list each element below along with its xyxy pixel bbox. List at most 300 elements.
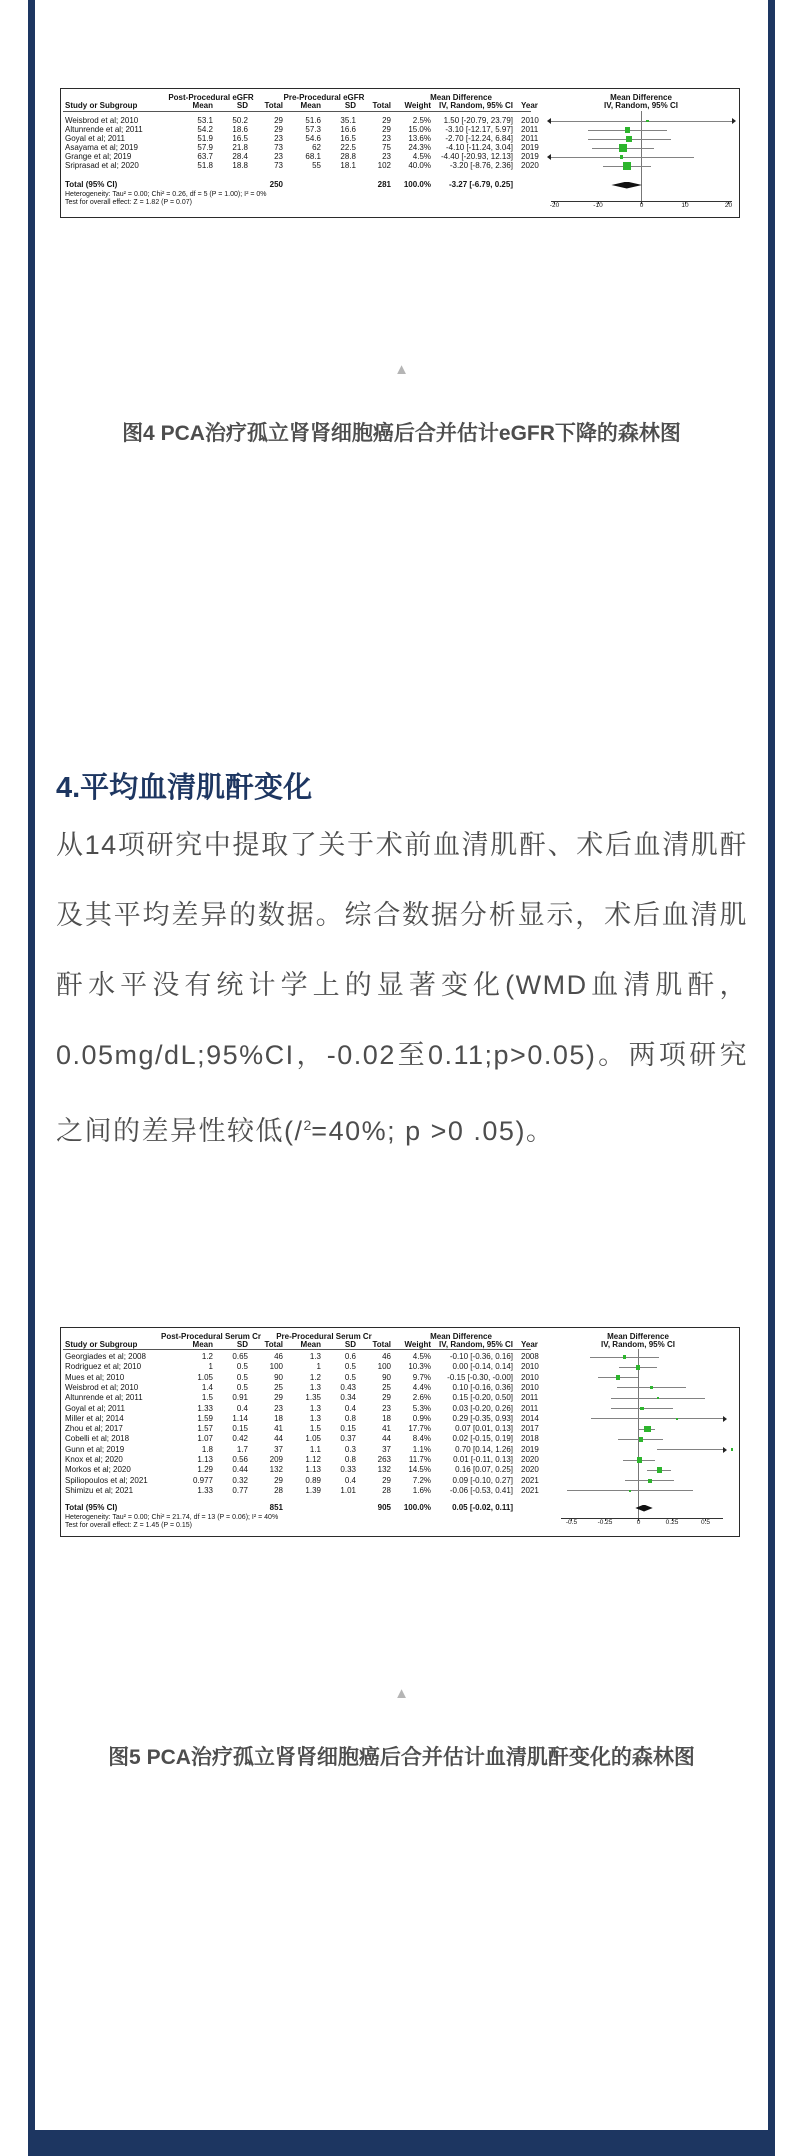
forest-cell: 132 xyxy=(269,1465,283,1475)
forest-cell: 1.01 xyxy=(340,1485,356,1495)
forest-cell: 29 xyxy=(274,1475,283,1485)
forest-cell: 4.4% xyxy=(412,1382,431,1392)
forest-cell: 0.8 xyxy=(344,1413,356,1423)
forest-cell: Mean xyxy=(192,101,213,110)
forest-cell: 1.3 xyxy=(309,1382,321,1392)
forest-cell: 29 xyxy=(382,125,391,134)
forest-cell: 62 xyxy=(312,143,321,152)
effect-marker xyxy=(657,1467,663,1473)
forest-cell: 41 xyxy=(274,1424,283,1434)
forest-cell: 0.9% xyxy=(412,1413,431,1423)
forest-cell: Morkos et al; 2020 xyxy=(65,1465,131,1475)
forest-cell: 7.2% xyxy=(412,1475,431,1485)
forest-cell: Test for overall effect: Z = 1.45 (P = 0.15) xyxy=(65,1522,192,1529)
forest-cell: Knox et al; 2020 xyxy=(65,1455,123,1464)
forest-cell: 0.4 xyxy=(236,1403,248,1413)
forest-cell: 41 xyxy=(382,1424,391,1434)
forest-cell: 4.5% xyxy=(412,1352,431,1361)
effect-marker xyxy=(616,1375,621,1380)
forest-cell: 1.1 xyxy=(309,1444,321,1454)
forest-header: Mean Difference xyxy=(610,93,672,102)
paragraph-serum-creatinine xyxy=(56,810,748,1166)
forest-cell: 11.7% xyxy=(408,1455,431,1464)
forest-header: IV, Random, 95% CI xyxy=(604,101,678,110)
ci-arrow-left xyxy=(547,154,551,160)
effect-marker xyxy=(639,1437,643,1441)
forest-cell: 1.29 xyxy=(197,1465,213,1475)
forest-cell: 0.5 xyxy=(344,1362,356,1372)
forest-cell: 73 xyxy=(274,161,283,170)
ci-arrow-right xyxy=(723,1447,727,1453)
forest-cell: 281 xyxy=(377,180,391,189)
figure4-caption: 图4 PCA治疗孤立肾肾细胞癌后合并估计eGFR下降的森林图 xyxy=(122,422,681,445)
forest-cell: 2008 xyxy=(521,1352,539,1361)
forest-cell: 2010 xyxy=(521,1382,539,1392)
forest-cell: 1.5 xyxy=(309,1424,321,1434)
forest-cell: 2014 xyxy=(521,1413,539,1423)
forest-cell: 100 xyxy=(269,1362,283,1372)
forest-cell: 905 xyxy=(377,1503,391,1512)
forest-cell: 0.56 xyxy=(232,1455,248,1464)
forest-cell: 0.91 xyxy=(232,1393,248,1403)
forest-cell: Total xyxy=(264,101,283,110)
forest-cell: 250 xyxy=(269,180,283,189)
forest-cell: Altunrende et al; 2011 xyxy=(65,1393,143,1403)
forest-cell: -0.10 [-0.36, 0.16] xyxy=(449,1352,513,1361)
forest-cell: Sriprasad et al; 2020 xyxy=(65,161,139,170)
forest-cell: Georgiades et al; 2008 xyxy=(65,1352,146,1361)
forest-cell: Total xyxy=(264,1340,283,1349)
forest-cell: 1.5 xyxy=(201,1393,213,1403)
forest-header: 0 xyxy=(636,1519,641,1526)
forest-cell: 0.5 xyxy=(236,1382,248,1392)
forest-header: Pre-Procedural Serum Cr xyxy=(276,1332,372,1341)
forest-cell: 90 xyxy=(274,1372,283,1382)
forest-header: -20 xyxy=(549,202,560,209)
forest-cell: 29 xyxy=(382,1393,391,1403)
forest-cell: 22.5 xyxy=(340,143,356,152)
forest-cell: 0.5 xyxy=(236,1372,248,1382)
forest-cell: 25 xyxy=(274,1382,283,1392)
forest-cell: 0.6 xyxy=(344,1352,356,1361)
forest-cell: -2.70 [-12.24, 6.84] xyxy=(445,134,513,143)
forest-cell: SD xyxy=(344,1340,356,1349)
forest-cell: 1.39 xyxy=(305,1485,321,1495)
forest-cell: Total xyxy=(372,1340,391,1349)
forest-header: IV, Random, 95% CI xyxy=(601,1340,675,1349)
forest-cell: 5.3% xyxy=(412,1403,431,1413)
forest-plot-egfr xyxy=(60,88,740,218)
forest-cell: 50.2 xyxy=(232,116,248,125)
forest-cell: 0.3 xyxy=(344,1444,356,1454)
forest-cell: Gunn et al; 2019 xyxy=(65,1444,125,1454)
forest-cell: 2010 xyxy=(521,1362,539,1372)
forest-cell: Mues et al; 2010 xyxy=(65,1372,125,1382)
forest-cell: 2020 xyxy=(521,161,539,170)
forest-cell: IV, Random, 95% CI xyxy=(439,1340,513,1349)
forest-cell: 63.7 xyxy=(197,152,213,161)
header-rule xyxy=(63,111,531,112)
forest-cell: 2019 xyxy=(521,1444,539,1454)
forest-cell: 0.77 xyxy=(232,1485,248,1495)
effect-marker xyxy=(650,1386,653,1389)
forest-cell: Shimizu et al; 2021 xyxy=(65,1485,134,1495)
forest-cell: 18.8 xyxy=(232,161,248,170)
header-rule xyxy=(63,1349,531,1350)
forest-cell: 0.03 [-0.20, 0.26] xyxy=(452,1403,513,1413)
paragraph-text-end: =40%; p >0 .05)。 xyxy=(311,1116,555,1146)
forest-cell: 29 xyxy=(274,125,283,134)
forest-cell: Goyal et al; 2011 xyxy=(65,134,125,143)
forest-cell: 1 xyxy=(316,1362,321,1372)
forest-cell: 23 xyxy=(382,152,391,161)
forest-cell: 1.3 xyxy=(309,1403,321,1413)
forest-cell: 2011 xyxy=(521,134,539,143)
forest-cell: 23 xyxy=(274,134,283,143)
forest-cell: 46 xyxy=(274,1352,283,1361)
forest-cell: 2021 xyxy=(521,1485,539,1495)
forest-cell: Weight xyxy=(404,101,431,110)
forest-cell: 2.5% xyxy=(412,116,431,125)
ci-arrow-right xyxy=(723,1416,727,1422)
forest-cell: 0.05 [-0.02, 0.11] xyxy=(452,1503,513,1512)
forest-cell: -0.15 [-0.30, -0.00] xyxy=(447,1372,513,1382)
forest-cell: 0.33 xyxy=(340,1465,356,1475)
forest-cell: 53.1 xyxy=(197,116,213,125)
forest-cell: 851 xyxy=(269,1503,283,1512)
page-border-left xyxy=(28,0,35,2156)
forest-cell: 0.5 xyxy=(236,1362,248,1372)
forest-cell: 37 xyxy=(382,1444,391,1454)
forest-cell: Grange et al; 2019 xyxy=(65,152,132,161)
forest-cell: SD xyxy=(236,1340,248,1349)
forest-cell: Total (95% CI) xyxy=(65,180,118,189)
forest-cell: Mean xyxy=(300,101,321,110)
forest-cell: Weight xyxy=(404,1340,431,1349)
forest-cell: 23 xyxy=(274,152,283,161)
forest-cell: SD xyxy=(344,101,356,110)
effect-marker xyxy=(623,1355,626,1358)
forest-cell: 10.3% xyxy=(408,1362,431,1372)
forest-cell: 23 xyxy=(382,134,391,143)
effect-marker xyxy=(644,1426,650,1432)
forest-header: Pre-Procedural eGFR xyxy=(283,93,365,102)
forest-cell: 16.5 xyxy=(232,134,248,143)
forest-cell: 1.05 xyxy=(305,1434,321,1444)
forest-cell: 21.8 xyxy=(232,143,248,152)
forest-cell: 14.5% xyxy=(408,1465,431,1475)
forest-plot-serum-cr xyxy=(60,1327,740,1537)
effect-marker xyxy=(629,1490,632,1493)
forest-cell: 2021 xyxy=(521,1475,539,1485)
forest-cell: 2018 xyxy=(521,1434,539,1444)
forest-cell: 28.8 xyxy=(340,152,356,161)
effect-marker xyxy=(648,1479,652,1483)
forest-cell: 2019 xyxy=(521,152,539,161)
effect-marker xyxy=(646,120,649,123)
forest-cell: 1.33 xyxy=(197,1485,213,1495)
forest-cell: 100.0% xyxy=(403,180,431,189)
forest-cell: 2011 xyxy=(521,1403,539,1413)
effect-marker xyxy=(676,1418,679,1421)
forest-cell: 1.7 xyxy=(236,1444,248,1454)
forest-cell: -3.20 [-8.76, 2.36] xyxy=(449,161,513,170)
forest-cell: Mean xyxy=(192,1340,213,1349)
forest-cell: 0.29 [-0.35, 0.93] xyxy=(452,1413,513,1423)
forest-cell: 209 xyxy=(269,1455,283,1464)
forest-cell: Year xyxy=(521,1340,538,1349)
forest-cell: 75 xyxy=(382,143,391,152)
forest-cell: 1.57 xyxy=(197,1424,213,1434)
forest-cell: Total xyxy=(372,101,391,110)
forest-cell: 1.59 xyxy=(197,1413,213,1423)
forest-cell: 51.8 xyxy=(197,161,213,170)
forest-cell: 0.00 [-0.14, 0.14] xyxy=(452,1362,513,1372)
forest-cell: 18 xyxy=(274,1413,283,1423)
forest-header: Mean Difference xyxy=(607,1332,669,1341)
forest-cell: 263 xyxy=(377,1455,391,1464)
forest-cell: 29 xyxy=(382,1475,391,1485)
forest-cell: 25 xyxy=(382,1382,391,1392)
zero-line xyxy=(638,1349,639,1518)
forest-cell: Study or Subgroup xyxy=(65,101,138,110)
forest-cell: Spiliopoulos et al; 2021 xyxy=(65,1475,148,1485)
forest-cell: 0.5 xyxy=(344,1372,356,1382)
forest-cell: 16.5 xyxy=(340,134,356,143)
forest-cell: 1.2 xyxy=(201,1352,213,1361)
ci-arrow-right xyxy=(732,118,736,124)
forest-cell: 1.4 xyxy=(201,1382,213,1392)
forest-cell: 29 xyxy=(382,116,391,125)
forest-cell: 40.0% xyxy=(408,161,431,170)
forest-cell: 0.4 xyxy=(344,1475,356,1485)
forest-cell: 0.89 xyxy=(305,1475,321,1485)
forest-cell: 2011 xyxy=(521,125,539,134)
forest-cell: 57.9 xyxy=(197,143,213,152)
forest-cell: 0.977 xyxy=(192,1475,213,1485)
forest-cell: 0.34 xyxy=(340,1393,356,1403)
forest-header: Post-Procedural eGFR xyxy=(168,93,254,102)
forest-cell: 2010 xyxy=(521,116,539,125)
forest-cell: 2020 xyxy=(521,1465,539,1475)
collapse-arrow-icon[interactable]: ▲ xyxy=(394,1685,409,1702)
forest-cell: 23 xyxy=(382,1403,391,1413)
paragraph-text: 从14项研究中提取了关于术前血清肌酐、术后血清肌酐及其平均差异的数据。综合数据分析显示，术后血清肌酐水平没有统计学上的显著变化(WMD血清肌酐，0.05mg/dL;95%CI，-0.02至0.11;p>0.05)。两项研究之间的差异性较低(/ xyxy=(56,830,748,1146)
forest-cell: SD xyxy=(236,101,248,110)
forest-cell: 0.32 xyxy=(232,1475,248,1485)
forest-cell: 8.4% xyxy=(412,1434,431,1444)
forest-cell: 73 xyxy=(274,143,283,152)
forest-header: Mean Difference xyxy=(430,93,492,102)
forest-header: 0.5 xyxy=(700,1519,711,1526)
forest-cell: 28 xyxy=(274,1485,283,1495)
forest-header: 0 xyxy=(639,202,644,209)
forest-cell: 54.2 xyxy=(197,125,213,134)
ci-line xyxy=(591,1418,723,1419)
forest-cell: 15.0% xyxy=(408,125,431,134)
forest-cell: 29 xyxy=(274,116,283,125)
forest-cell: 1.13 xyxy=(197,1455,213,1464)
forest-cell: 29 xyxy=(274,1393,283,1403)
forest-cell: Asayama et al; 2019 xyxy=(65,143,138,152)
effect-marker xyxy=(626,136,632,142)
forest-cell: Heterogeneity: Tau² = 0.00; Chi² = 21.74, df = 13 (P = 0.06); I² = 40% xyxy=(65,1514,279,1521)
forest-cell: -4.10 [-11.24, 3.04] xyxy=(445,143,513,152)
effect-marker xyxy=(637,1457,642,1462)
collapse-arrow-icon[interactable]: ▲ xyxy=(394,361,409,378)
forest-cell: 0.10 [-0.16, 0.36] xyxy=(452,1382,513,1392)
forest-cell: Study or Subgroup xyxy=(65,1340,138,1349)
ci-line xyxy=(551,121,732,122)
effect-marker xyxy=(731,1448,734,1451)
forest-cell: 0.44 xyxy=(232,1465,248,1475)
effect-marker xyxy=(640,1407,643,1410)
forest-cell: 1.3 xyxy=(309,1352,321,1361)
forest-cell: -0.06 [-0.53, 0.41] xyxy=(449,1485,513,1495)
forest-cell: 28 xyxy=(382,1485,391,1495)
forest-cell: 0.09 [-0.10, 0.27] xyxy=(452,1475,513,1485)
forest-cell: -3.10 [-12.17, 5.97] xyxy=(445,125,513,134)
forest-cell: 1.14 xyxy=(232,1413,248,1423)
forest-cell: 0.15 xyxy=(232,1424,248,1434)
superscript-2: 2 xyxy=(303,1117,312,1133)
forest-cell: 1.33 xyxy=(197,1403,213,1413)
forest-cell: 4.5% xyxy=(412,152,431,161)
forest-cell: Heterogeneity: Tau² = 0.00; Chi² = 0.26, df = 5 (P = 1.00); I² = 0% xyxy=(65,191,267,198)
forest-cell: 35.1 xyxy=(340,116,356,125)
forest-cell: Cobelli et al; 2018 xyxy=(65,1434,130,1444)
forest-cell: 1.35 xyxy=(305,1393,321,1403)
forest-cell: 44 xyxy=(382,1434,391,1444)
forest-cell: 0.42 xyxy=(232,1434,248,1444)
forest-cell: 24.3% xyxy=(408,143,431,152)
forest-cell: 2010 xyxy=(521,1372,539,1382)
forest-cell: 2019 xyxy=(521,143,539,152)
forest-cell: Weisbrod et al; 2010 xyxy=(65,116,139,125)
forest-cell: 132 xyxy=(377,1465,391,1475)
effect-marker xyxy=(623,162,631,170)
forest-cell: Total (95% CI) xyxy=(65,1503,118,1512)
forest-cell: Year xyxy=(521,101,538,110)
forest-cell: 16.6 xyxy=(340,125,356,134)
forest-cell: 46 xyxy=(382,1352,391,1361)
figure5-caption: 图5 PCA治疗孤立肾肾细胞癌后合并估计血清肌酐变化的森林图 xyxy=(108,1746,695,1769)
forest-cell: Mean xyxy=(300,1340,321,1349)
forest-cell: Weisbrod et al; 2010 xyxy=(65,1382,139,1392)
forest-cell: Altunrende et al; 2011 xyxy=(65,125,143,134)
forest-cell: 0.37 xyxy=(340,1434,356,1444)
forest-cell: 1.13 xyxy=(305,1465,321,1475)
pooled-diamond xyxy=(611,182,642,189)
forest-cell: 54.6 xyxy=(305,134,321,143)
forest-cell: 102 xyxy=(377,161,391,170)
forest-cell: 0.16 [0.07, 0.25] xyxy=(455,1465,513,1475)
forest-cell: 90 xyxy=(382,1372,391,1382)
forest-cell: Zhou et al; 2017 xyxy=(65,1424,123,1434)
forest-header: -0.5 xyxy=(565,1519,578,1526)
forest-cell: 0.43 xyxy=(340,1382,356,1392)
forest-cell: 0.02 [-0.15, 0.19] xyxy=(452,1434,513,1444)
forest-cell: Miller et al; 2014 xyxy=(65,1413,124,1423)
forest-cell: 17.7% xyxy=(408,1424,431,1434)
forest-cell: 44 xyxy=(274,1434,283,1444)
forest-cell: 0.65 xyxy=(232,1352,248,1361)
forest-cell: 100 xyxy=(377,1362,391,1372)
forest-cell: 18.1 xyxy=(340,161,356,170)
forest-cell: 0.8 xyxy=(344,1455,356,1464)
forest-cell: 1.6% xyxy=(412,1485,431,1495)
forest-cell: 1.2 xyxy=(309,1372,321,1382)
forest-cell: 2.6% xyxy=(412,1393,431,1403)
forest-cell: -4.40 [-20.93, 12.13] xyxy=(440,152,513,161)
forest-header: 10 xyxy=(681,202,689,209)
forest-header: -0.25 xyxy=(597,1519,613,1526)
forest-cell: Test for overall effect: Z = 1.82 (P = 0.07) xyxy=(65,199,192,206)
section-heading: 4.平均血清肌酐变化 xyxy=(56,772,313,805)
forest-header: 0.25 xyxy=(665,1519,679,1526)
forest-cell: 1.12 xyxy=(305,1455,321,1464)
forest-cell: 100.0% xyxy=(403,1503,431,1512)
forest-cell: 0.4 xyxy=(344,1403,356,1413)
forest-cell: 0.70 [0.14, 1.26] xyxy=(455,1444,513,1454)
forest-cell: 37 xyxy=(274,1444,283,1454)
forest-cell: 55 xyxy=(312,161,321,170)
forest-header: 20 xyxy=(724,202,733,209)
page-border-right xyxy=(768,0,775,2156)
effect-marker xyxy=(619,144,626,151)
forest-header: -10 xyxy=(593,202,603,209)
forest-cell: 1.50 [-20.79, 23.79] xyxy=(443,116,513,125)
forest-cell: 2017 xyxy=(521,1424,539,1434)
effect-marker xyxy=(625,127,631,133)
forest-cell: 18 xyxy=(382,1413,391,1423)
forest-cell: 1.05 xyxy=(197,1372,213,1382)
forest-cell: 2011 xyxy=(521,1393,539,1403)
forest-cell: 2020 xyxy=(521,1455,539,1464)
forest-cell: 57.3 xyxy=(305,125,321,134)
ci-arrow-left xyxy=(547,118,551,124)
forest-cell: 68.1 xyxy=(305,152,321,161)
forest-cell: 28.4 xyxy=(232,152,248,161)
forest-cell: 9.7% xyxy=(412,1372,431,1382)
page-border-bottom xyxy=(28,2130,775,2156)
forest-header: Mean Difference xyxy=(430,1332,492,1341)
forest-cell: 0.15 [-0.20, 0.50] xyxy=(452,1393,513,1403)
forest-cell: Rodriguez et al; 2010 xyxy=(65,1362,142,1372)
forest-cell: 23 xyxy=(274,1403,283,1413)
effect-marker xyxy=(620,155,623,158)
effect-marker xyxy=(636,1365,641,1370)
forest-cell: 1 xyxy=(208,1362,213,1372)
forest-cell: 18.6 xyxy=(232,125,248,134)
forest-cell: 13.6% xyxy=(408,134,431,143)
forest-cell: 1.3 xyxy=(309,1413,321,1423)
ci-line xyxy=(657,1449,723,1450)
forest-cell: 1.8 xyxy=(201,1444,213,1454)
forest-cell: 51.9 xyxy=(197,134,213,143)
axis-line xyxy=(561,1518,723,1519)
effect-marker xyxy=(657,1397,660,1400)
forest-cell: IV, Random, 95% CI xyxy=(439,101,513,110)
forest-cell: 1.07 xyxy=(197,1434,213,1444)
forest-cell: -3.27 [-6.79, 0.25] xyxy=(448,180,513,189)
forest-cell: 1.1% xyxy=(412,1444,431,1454)
forest-cell: Goyal et al; 2011 xyxy=(65,1403,125,1413)
forest-cell: 51.6 xyxy=(305,116,321,125)
forest-cell: 0.15 xyxy=(340,1424,356,1434)
forest-cell: 0.07 [0.01, 0.13] xyxy=(455,1424,513,1434)
forest-header: Post-Procedural Serum Cr xyxy=(160,1332,262,1341)
